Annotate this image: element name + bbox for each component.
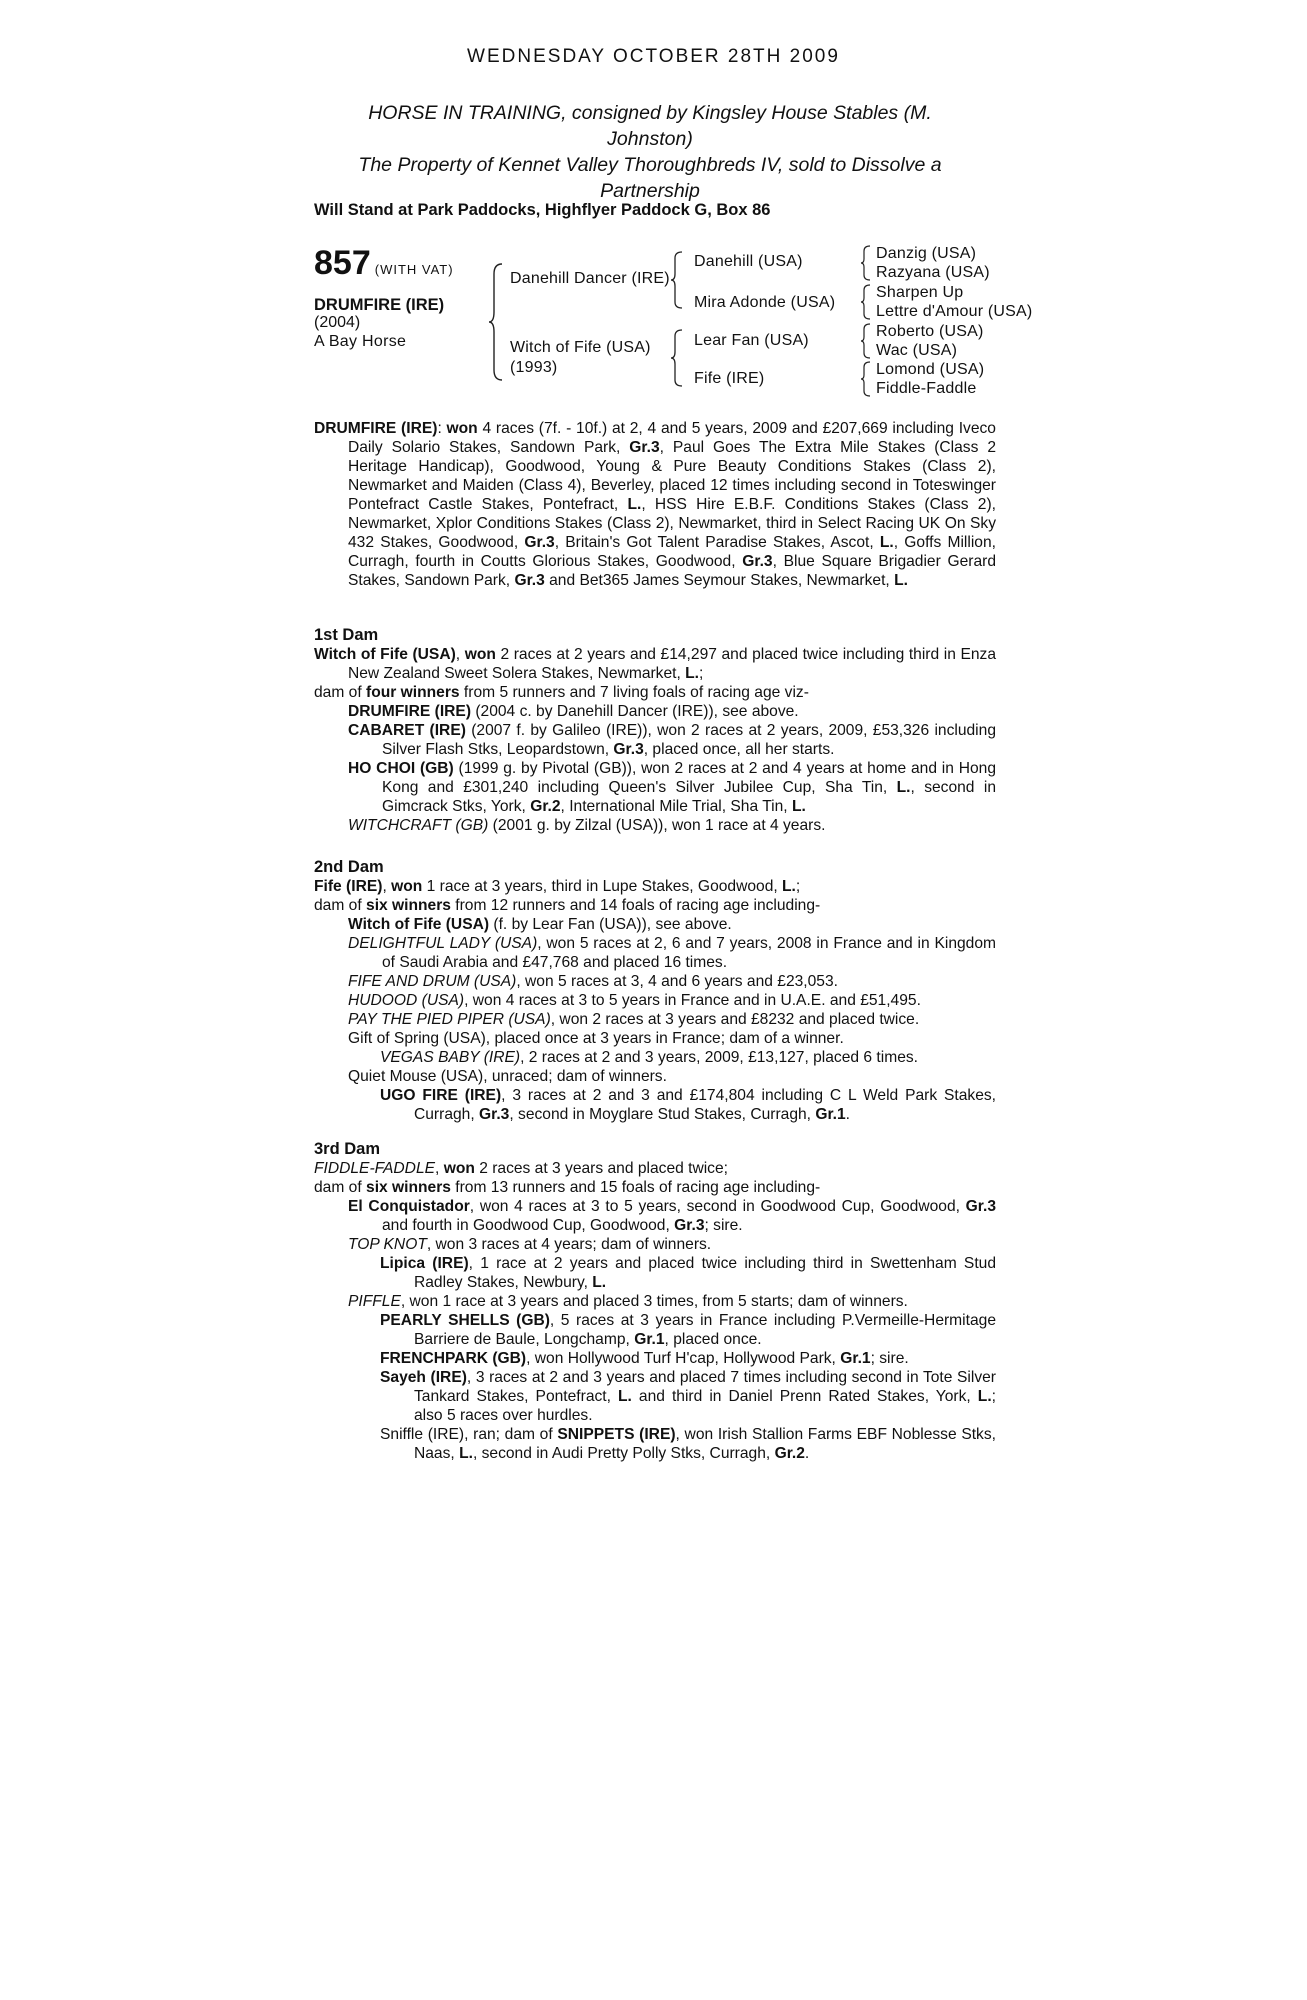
lot-number: 857: [314, 244, 371, 282]
third-dam-title: 3rd Dam: [314, 1140, 381, 1158]
produce-entry: Quiet Mouse (USA), unraced; dam of winners.: [348, 1068, 667, 1085]
pedigree-brace-main: [488, 262, 504, 382]
produce-entry: TOP KNOT, won 3 races at 4 years; dam of winners.: [348, 1236, 712, 1253]
first-dam-title: 1st Dam: [314, 626, 379, 644]
produce-entry: Witch of Fife (USA) (f. by Lear Fan (USA)), see above.: [348, 916, 732, 933]
produce-entry: UGO FIRE (IRE), 3 races at 2 and 3 and £174,804 including C L Weld Park Stakes, Curragh, Gr.3, second in Moyglare Stud Stakes, Curragh, Gr.1.: [380, 1087, 997, 1123]
second-dam-name: Fife (IRE): [314, 878, 383, 895]
consignor-block: [330, 100, 970, 204]
produce-entry: PEARLY SHELLS (GB), 5 races at 3 years in France including P.Vermeille-Hermitage Barriere de Baule, Longchamp, Gr.1, placed once.: [380, 1312, 996, 1348]
race-record-paragraph: DRUMFIRE (IRE): won 4 races (7f. - 10f.) at 2, 4 and 5 years, 2009 and £207,669 including Iveco Daily Solario Stakes, Sandown Park, Gr.3, Paul Goes The Extra Mile Stakes (Class 2 Heritage Handicap), Goodwood, Young & Pure Beauty Conditions Stakes (Class 2), Newmarket and Maiden (Class 4), Beverley, placed 12 times including second in Toteswinger Pontefract Castle Stakes, Pontefract, L., HSS Hire E.B.F. Conditions Stakes (Class 2), Newmarket, Xplor Conditions Stakes (Class 2), Newmarket, third in Select Racing UK On Sky 432 Stakes, Goodwood, Gr.3, Britain's Got Talent Paradise Stakes, Ascot, L., Goffs Million, Curragh, fourth in Coutts Glorious Stakes, Goodwood, Gr.3, Blue Square Brigadier Gerard Stakes, Sandown Park, Gr.3 and Bet365 James Seymour Stakes, Newmarket, L.: [314, 420, 996, 589]
produce-entry: Sniffle (IRE), ran; dam of SNIPPETS (IRE), won Irish Stallion Farms EBF Noblesse Stks, Naas, L., second in Audi Pretty Polly Stks, Curragh, Gr.2.: [380, 1426, 996, 1462]
pedigree-dam-sire: Lear Fan (USA): [694, 332, 809, 349]
pedigree-gg-3: Sharpen Up: [876, 284, 964, 301]
first-dam-name: Witch of Fife (USA): [314, 646, 456, 663]
produce-entry: VEGAS BABY (IRE), 2 races at 2 and 3 years, 2009, £13,127, placed 6 times.: [380, 1049, 919, 1066]
lot-header: [314, 244, 454, 283]
page-date: WEDNESDAY OCTOBER 28TH 2009: [467, 46, 840, 67]
pedigree-brace-g4: [860, 360, 872, 398]
pedigree-dam-year: (1993): [510, 359, 558, 376]
pedigree-gg-5: Roberto (USA): [876, 323, 984, 340]
produce-entry: PIFFLE, won 1 race at 3 years and placed 3 times, from 5 starts; dam of winners.: [348, 1293, 908, 1310]
pedigree-gg-4: Lettre d'Amour (USA): [876, 303, 1033, 320]
third-dam-name: FIDDLE-FADDLE: [314, 1160, 436, 1177]
second-dam-section: 2nd Dam Fife (IRE), won 1 race at 3 years, third in Lupe Stakes, Goodwood, L.; dam of six winners from 12 runners and 14 foals of racing age including- Witch of Fife (USA) (f. by Lear Fan (USA)), see above. DELIGHTFUL LADY (USA), won 5 races at 2, 6 and 7 years, 2008 in France and in Kingdom of Saudi Arabia and £47,768 and placed 16 times. FIFE AND DRUM (USA), won 5 races at 3, 4 and 6 years and £23,053. HUDOOD (USA), won 4 races at 3 to 5 years in France and in U.A.E. and £51,495. PAY THE PIED PIPER (USA), won 2 races at 3 years and £8232 and placed twice. Gift of Spring (USA), placed once at 3 years in France; dam of a winner. VEGAS BABY (IRE), 2 races at 2 and 3 years, 2009, £13,127, placed 6 times. Quiet Mouse (USA), unraced; dam of winners. UGO FIRE (IRE), 3 races at 2 and 3 and £174,804 including C L Weld Park Stakes, Curragh, Gr.3, second in Moyglare Stud Stakes, Curragh, Gr.1.: [314, 858, 997, 1123]
pedigree-gg-7: Lomond (USA): [876, 361, 985, 378]
pedigree-brace-dam: [670, 328, 684, 388]
produce-entry: DELIGHTFUL LADY (USA), won 5 races at 2, 6 and 7 years, 2008 in France and in Kingdom of Saudi Arabia and £47,768 and placed 16 times.: [348, 935, 997, 971]
pedigree-sire-dam: Mira Adonde (USA): [694, 294, 836, 311]
consignor-line: HORSE IN TRAINING, consigned by Kingsley House Stables (M. Johnston): [368, 102, 932, 150]
produce-entry: Lipica (IRE), 1 race at 2 years and placed twice including third in Swettenham Stud Radley Stakes, Newbury, L.: [380, 1255, 996, 1291]
horse-name-ref: DRUMFIRE (IRE): [314, 420, 438, 437]
produce-entry: PAY THE PIED PIPER (USA), won 2 races at 3 years and £8232 and placed twice.: [348, 1011, 920, 1028]
pedigree-sire-sire: Danehill (USA): [694, 253, 803, 270]
second-dam-title: 2nd Dam: [314, 858, 384, 876]
pedigree-gg-2: Razyana (USA): [876, 264, 990, 281]
pedigree-brace-g3: [860, 322, 872, 360]
produce-entry: HUDOOD (USA), won 4 races at 3 to 5 years in France and in U.A.E. and £51,495.: [348, 992, 921, 1009]
produce-entry: El Conquistador, won 4 races at 3 to 5 years, second in Goodwood Cup, Goodwood, Gr.3 and fourth in Goodwood Cup, Goodwood, Gr.3; sire.: [348, 1198, 997, 1234]
vat-note: (WITH VAT): [374, 262, 454, 277]
third-dam-section: 3rd Dam FIDDLE-FADDLE, won 2 races at 3 years and placed twice; dam of six winners from 13 runners and 15 foals of racing age including- El Conquistador, won 4 races at 3 to 5 years, second in Goodwood Cup, Goodwood, Gr.3 and fourth in Goodwood Cup, Goodwood, Gr.3; sire. TOP KNOT, won 3 races at 4 years; dam of winners. Lipica (IRE), 1 race at 2 years and placed twice including third in Swettenham Stud Radley Stakes, Newbury, L. PIFFLE, won 1 race at 3 years and placed 3 times, from 5 starts; dam of winners. PEARLY SHELLS (GB), 5 races at 3 years in France including P.Vermeille-Hermitage Barriere de Baule, Longchamp, Gr.1, placed once. FRENCHPARK (GB), won Hollywood Turf H'cap, Hollywood Park, Gr.1; sire. Sayeh (IRE), 3 races at 2 and 3 years and placed 7 times including second in Tote Silver Tankard Stakes, Pontefract, L. and third in Daniel Prenn Rated Stakes, York, L.; also 5 races over hurdles. Sniffle (IRE), ran; dam of SNIPPETS (IRE), won Irish Stallion Farms EBF Noblesse Stks, Naas, L., second in Audi Pretty Polly Stks, Curragh, Gr.2.: [314, 1140, 997, 1462]
produce-entry: Gift of Spring (USA), placed once at 3 years in France; dam of a winner.: [348, 1030, 844, 1047]
produce-entry: HO CHOI (GB) (1999 g. by Pivotal (GB)), won 2 races at 2 and 4 years at home and in Hong Kong and £301,240 including Queen's Silver Jubilee Cup, Sha Tin, L., second in Gimcrack Stks, York, Gr.2, International Mile Trial, Sha Tin, L.: [348, 760, 996, 815]
pedigree-brace-g1: [860, 244, 872, 282]
horse-name: DRUMFIRE (IRE): [314, 296, 445, 314]
produce-entry: FIFE AND DRUM (USA), won 5 races at 3, 4 and 6 years and £23,053.: [348, 973, 838, 990]
pedigree-dam-dam: Fife (IRE): [694, 370, 765, 387]
pedigree-brace-g2: [860, 283, 872, 321]
first-dam-section: 1st Dam Witch of Fife (USA), won 2 races at 2 years and £14,297 and placed twice including third in Enza New Zealand Sweet Solera Stakes, Newmarket, L.; dam of four winners from 5 runners and 7 living foals of racing age viz- DRUMFIRE (IRE) (2004 c. by Danehill Dancer (IRE)), see above. CABARET (IRE) (2007 f. by Galileo (IRE)), won 2 races at 2 years, 2009, £53,326 including Silver Flash Stks, Leopardstown, Gr.3, placed once, all her starts. HO CHOI (GB) (1999 g. by Pivotal (GB)), won 2 races at 2 and 4 years at home and in Hong Kong and £301,240 including Queen's Silver Jubilee Cup, Sha Tin, L., second in Gimcrack Stks, York, Gr.2, International Mile Trial, Sha Tin, L. WITCHCRAFT (GB) (2001 g. by Zilzal (USA)), won 1 race at 4 years.: [314, 626, 996, 834]
produce-entry: WITCHCRAFT (GB) (2001 g. by Zilzal (USA)), won 1 race at 4 years.: [348, 817, 826, 834]
produce-entry: Sayeh (IRE), 3 races at 2 and 3 years and placed 7 times including second in Tote Silver Tankard Stakes, Pontefract, L. and third in Daniel Prenn Rated Stakes, York, L.; also 5 races over hurdles.: [380, 1369, 996, 1424]
pedigree-sire: Danehill Dancer (IRE): [510, 270, 670, 287]
produce-entry: CABARET (IRE) (2007 f. by Galileo (IRE)), won 2 races at 2 years, 2009, £53,326 including Silver Flash Stks, Leopardstown, Gr.3, placed once, all her starts.: [348, 722, 996, 758]
produce-entry: FRENCHPARK (GB), won Hollywood Turf H'cap, Hollywood Park, Gr.1; sire.: [380, 1350, 909, 1367]
pedigree-gg-6: Wac (USA): [876, 342, 958, 359]
horse-year: (2004): [314, 314, 361, 331]
pedigree-gg-1: Danzig (USA): [876, 245, 977, 262]
pedigree-dam: Witch of Fife (USA): [510, 339, 651, 356]
pedigree-brace-sire: [670, 250, 684, 310]
produce-entry: DRUMFIRE (IRE) (2004 c. by Danehill Dancer (IRE)), see above.: [348, 703, 799, 720]
won-label: won: [446, 420, 478, 437]
race-record: [314, 419, 996, 590]
stand-location: Will Stand at Park Paddocks, Highflyer Paddock G, Box 86: [314, 201, 771, 219]
property-line: The Property of Kennet Valley Thoroughbreds IV, sold to Dissolve a Partnership: [358, 154, 942, 202]
horse-description: A Bay Horse: [314, 333, 407, 350]
pedigree-gg-8: Fiddle-Faddle: [876, 380, 977, 397]
